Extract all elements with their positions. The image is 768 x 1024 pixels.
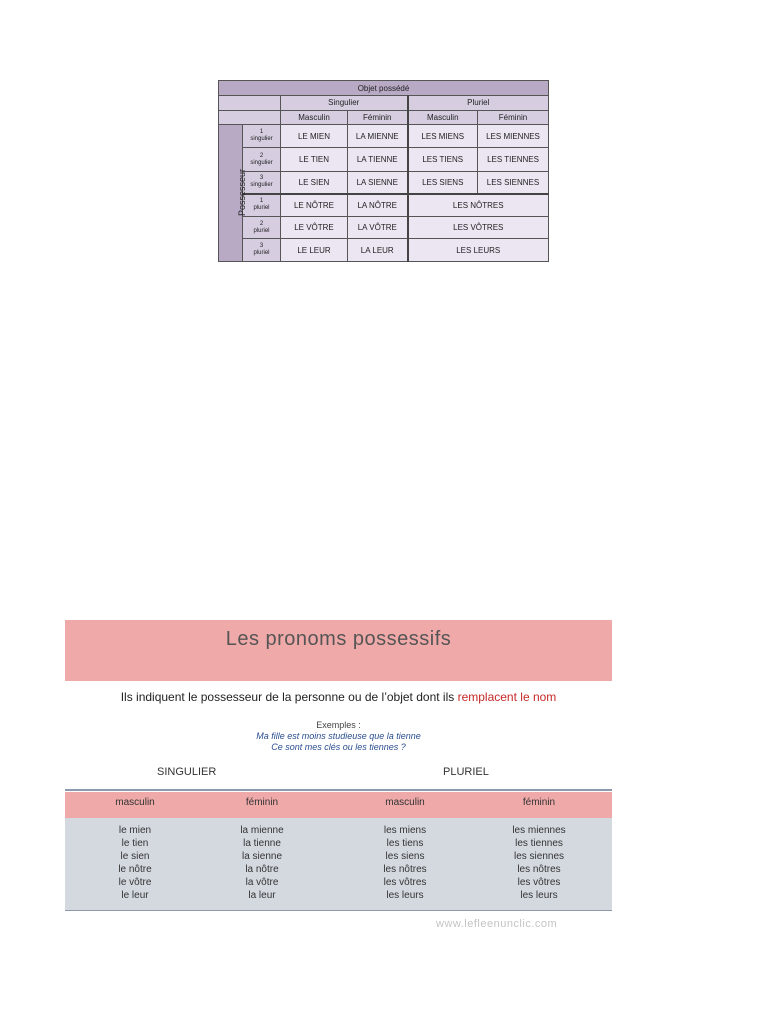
header-plur-fem: féminin: [522, 797, 556, 808]
row5-person-type: pluriel: [253, 227, 270, 234]
row6-sm: LE LEUR: [281, 239, 348, 262]
row6-plural: LES LEURS: [408, 239, 549, 262]
list-item: la tienne: [243, 838, 281, 849]
list-item: la vôtre: [245, 877, 279, 888]
row5-sf: LA VÔTRE: [348, 216, 408, 238]
list-item: les nôtres: [517, 864, 561, 875]
list-item: le mien: [118, 825, 152, 836]
list-item: la leur: [248, 890, 276, 901]
row1-pm: LES MIENS: [408, 124, 478, 148]
row3-person-num: 3: [259, 175, 264, 182]
source-url: www.lefleenunclic.com: [436, 918, 558, 930]
row1-sf: LA MIENNE: [348, 124, 408, 148]
list-item: le vôtre: [118, 877, 152, 888]
examples-label: Exemples :: [316, 720, 361, 730]
row1-person-num: 1: [259, 129, 264, 136]
row3-pf: LES SIENNES: [478, 171, 549, 193]
list-item: les tiens: [386, 838, 424, 849]
column-plur-masc: [340, 824, 470, 902]
row3-pm: LES SIENS: [408, 171, 478, 193]
row6-sf: LA LEUR: [348, 239, 408, 262]
row3-person-type: singulier: [250, 182, 273, 189]
row1-pf: LES MIENNES: [478, 124, 549, 148]
list-item: le nôtre: [118, 864, 152, 875]
row2-pf: LES TIENNES: [478, 148, 549, 172]
list-item: le sien: [120, 851, 150, 862]
row4-sm: LE NÔTRE: [281, 194, 348, 216]
table1-possesseur: [219, 124, 248, 261]
table1-corner-2: [219, 110, 281, 124]
list-item: les siennes: [513, 851, 565, 862]
row3-sm: LE SIEN: [281, 171, 348, 193]
row2-person-num: 2: [259, 152, 264, 159]
header-plur-masc: masculin: [385, 797, 425, 808]
list-item: les miennes: [512, 825, 566, 836]
row6-person: [243, 239, 281, 262]
row6-person-num: 3: [259, 243, 264, 250]
table1-singulier: Singulier: [281, 96, 408, 110]
list-item: la sienne: [241, 851, 283, 862]
list-item: les leurs: [520, 890, 558, 901]
list-item: le leur: [121, 890, 149, 901]
list-item: les miens: [383, 825, 427, 836]
table1-sing-fem: Féminin: [348, 110, 408, 124]
row6-person-type: pluriel: [253, 250, 270, 257]
column-plur-fem: [474, 824, 604, 902]
subtitle: [65, 690, 612, 704]
list-item: les vôtres: [383, 877, 427, 888]
example-1: Ma fille est moins studieuse que la tienne: [256, 731, 421, 741]
row4-person-num: 1: [259, 198, 264, 205]
singulier-heading: SINGULIER: [157, 766, 217, 778]
table1-pluriel: Pluriel: [408, 96, 549, 110]
row2-sf: LA TIENNE: [348, 148, 408, 172]
possesseur-label: Possesseur: [237, 169, 248, 217]
page-title: Les pronoms possessifs: [225, 628, 452, 650]
table1-sing-masc: Masculin: [281, 110, 348, 124]
row5-person: [243, 216, 281, 238]
row1-person-type: singulier: [250, 136, 273, 143]
subtitle-text: Ils indiquent le possesseur de la personne ou de l’objet dont ils: [120, 690, 458, 704]
pluriel-heading: PLURIEL: [443, 766, 489, 778]
row4-plural: LES NÔTRES: [408, 194, 549, 216]
header-sing-masc: masculin: [115, 797, 155, 808]
row4-person-type: pluriel: [253, 205, 270, 212]
list-item: les leurs: [386, 890, 424, 901]
table1-plur-fem: Féminin: [478, 110, 549, 124]
list-item: les vôtres: [517, 877, 561, 888]
table1-corner: [219, 96, 281, 110]
example-2: Ce sont mes clés ou les tiennes ?: [271, 742, 406, 752]
list-item: les nôtres: [383, 864, 427, 875]
column-sing-fem: [197, 824, 327, 902]
row2-person-type: singulier: [250, 159, 273, 166]
row2-sm: LE TIEN: [281, 148, 348, 172]
row4-person: [243, 194, 281, 216]
row5-person-num: 2: [259, 220, 264, 227]
row3-sf: LA SIENNE: [348, 171, 408, 193]
row1-sm: LE MIEN: [281, 124, 348, 148]
table1-title: Objet possédé: [219, 81, 549, 96]
row5-sm: LE VÔTRE: [281, 216, 348, 238]
list-item: la mienne: [240, 825, 284, 836]
row2-pm: LES TIENS: [408, 148, 478, 172]
list-item: la nôtre: [245, 864, 279, 875]
table1-plur-masc: Masculin: [408, 110, 478, 124]
row5-plural: LES VÔTRES: [408, 216, 549, 238]
possessive-table-1: [218, 80, 549, 262]
row3-person: [243, 171, 281, 193]
table-top-rule: [65, 789, 612, 791]
row2-person: [243, 148, 281, 172]
list-item: les siens: [385, 851, 425, 862]
list-item: le tien: [121, 838, 149, 849]
table-bottom-rule: [65, 910, 612, 911]
row4-sf: LA NÔTRE: [348, 194, 408, 216]
list-item: les tiennes: [515, 838, 563, 849]
row1-person: [243, 124, 281, 148]
subtitle-highlight: remplacent le nom: [457, 690, 557, 704]
column-sing-masc: [70, 824, 200, 902]
header-sing-fem: féminin: [245, 797, 279, 808]
